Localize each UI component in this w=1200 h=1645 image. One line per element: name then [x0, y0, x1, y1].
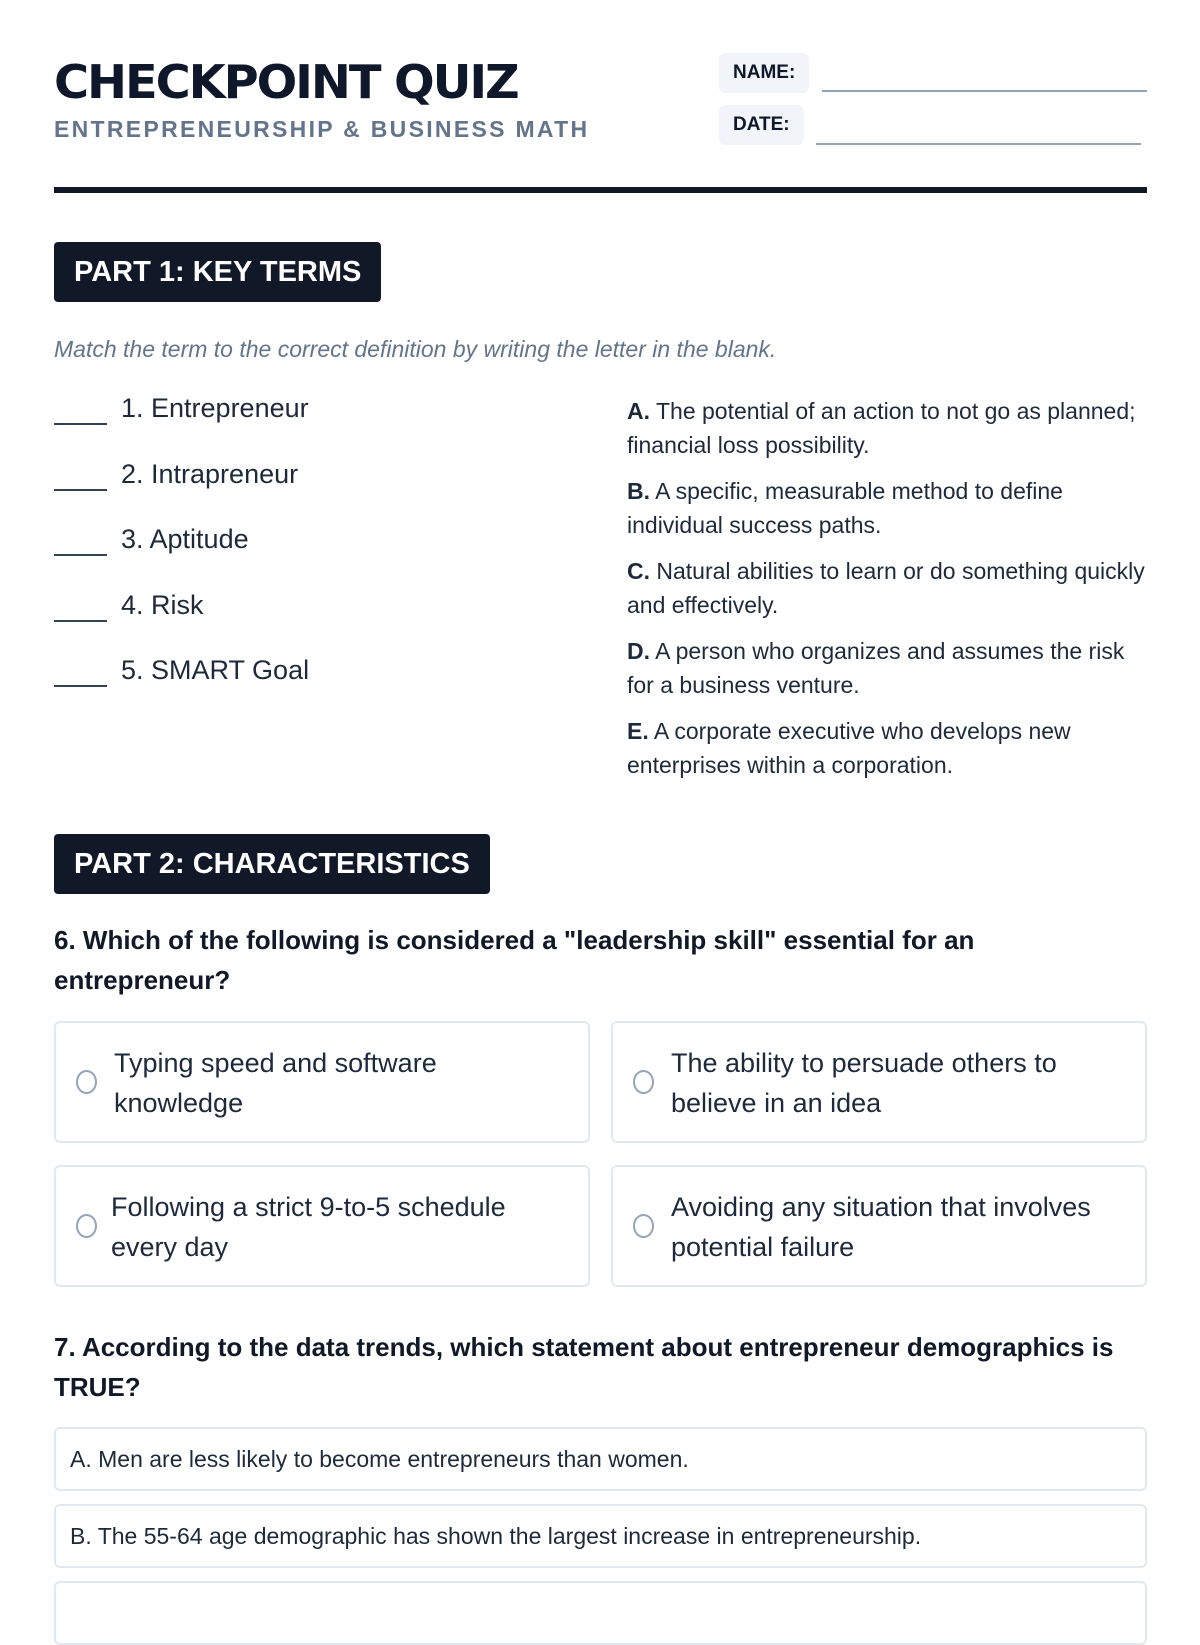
q7-option-a[interactable]: A. Men are less likely to become entrepreneurs than women.	[54, 1427, 1147, 1491]
quiz-title: CHECKPOINT QUIZ	[54, 55, 518, 109]
definition-text: The potential of an action to not go as planned; financial loss possibility.	[627, 398, 1136, 458]
date-field[interactable]	[816, 143, 1141, 145]
date-label: DATE:	[719, 105, 804, 145]
definition-e	[627, 714, 1147, 782]
quiz-subtitle: ENTREPRENEURSHIP & BUSINESS MATH	[54, 116, 590, 142]
radio-icon[interactable]	[76, 1214, 97, 1238]
term-label: 5. SMART Goal	[121, 655, 310, 685]
definition-a	[627, 394, 1147, 462]
option-text: Avoiding any situation that involves potential failure	[671, 1192, 1091, 1262]
q6-option-1[interactable]	[54, 1021, 590, 1143]
definition-d	[627, 634, 1147, 702]
part2-heading: PART 2: CHARACTERISTICS	[54, 834, 490, 894]
term-label: 4. Risk	[121, 590, 204, 620]
answer-blank-2[interactable]	[54, 489, 107, 491]
definition-text: A specific, measurable method to define individual success paths.	[627, 478, 1063, 538]
option-text: Following a strict 9-to-5 schedule every day	[111, 1192, 506, 1262]
definition-c	[627, 554, 1147, 622]
name-label: NAME:	[719, 53, 809, 93]
option-text: Typing speed and software knowledge	[114, 1048, 437, 1118]
definition-b	[627, 474, 1147, 542]
definition-text: A person who organizes and assumes the risk for a business venture.	[627, 638, 1125, 698]
definition-letter: B.	[627, 478, 650, 504]
radio-icon[interactable]	[633, 1214, 654, 1238]
definition-letter: D.	[627, 638, 650, 664]
part1-instructions: Match the term to the correct definition by writing the letter in the blank.	[54, 336, 777, 362]
q6-option-3[interactable]	[54, 1165, 590, 1287]
definition-letter: C.	[627, 558, 650, 584]
answer-blank-4[interactable]	[54, 620, 107, 622]
q6-option-2[interactable]	[611, 1021, 1147, 1143]
header-divider	[54, 187, 1147, 193]
definition-letter: E.	[627, 718, 649, 744]
answer-blank-3[interactable]	[54, 554, 107, 556]
term-label: 1. Entrepreneur	[121, 393, 309, 423]
q6-option-4[interactable]	[611, 1165, 1147, 1287]
term-label: 2. Intrapreneur	[121, 459, 299, 489]
q7-option-b[interactable]: B. The 55-64 age demographic has shown the largest increase in entrepreneurship.	[54, 1504, 1147, 1568]
radio-icon[interactable]	[76, 1070, 97, 1094]
q7-option-c[interactable]	[54, 1581, 1147, 1645]
answer-blank-1[interactable]	[54, 423, 107, 425]
part1-heading: PART 1: KEY TERMS	[54, 242, 381, 302]
definition-letter: A.	[627, 398, 650, 424]
definition-text: Natural abilities to learn or do something quickly and effectively.	[627, 558, 1145, 618]
question-6: 6. Which of the following is considered a "leadership skill" essential for an entrepreneur?	[54, 925, 975, 995]
question-7: 7. According to the data trends, which statement about entrepreneur demographics is TRUE?	[54, 1332, 1114, 1402]
name-field[interactable]	[822, 90, 1147, 92]
definition-text: A corporate executive who develops new enterprises within a corporation.	[627, 718, 1071, 778]
answer-blank-5[interactable]	[54, 685, 107, 687]
radio-icon[interactable]	[633, 1070, 654, 1094]
term-label: 3. Aptitude	[121, 524, 249, 554]
option-text: The ability to persuade others to believe in an idea	[671, 1048, 1057, 1118]
